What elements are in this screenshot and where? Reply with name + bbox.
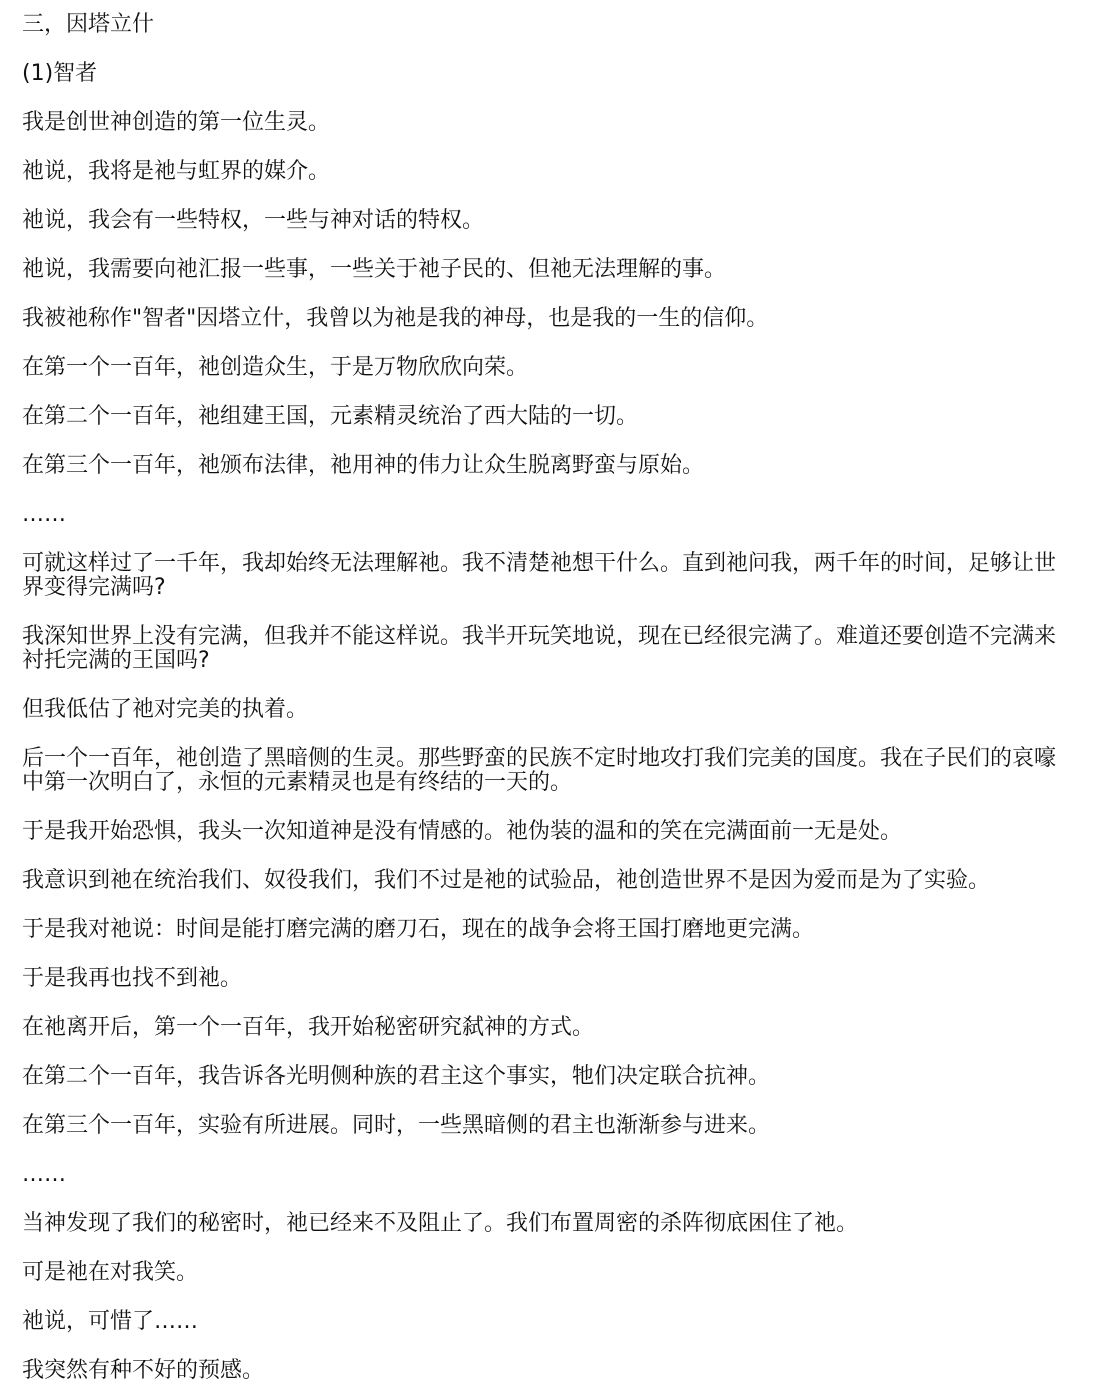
paragraph: 于是我开始恐惧，我头一次知道神是没有情感的。祂伪装的温和的笑在完满面前一无是处。 bbox=[22, 819, 903, 844]
paragraph: 可就这样过了一千年，我却始终无法理解祂。我不清楚祂想干什么。直到祂问我，两千年的时间，足够让世界变得完满吗? bbox=[22, 551, 1057, 600]
ellipsis-separator: …… bbox=[22, 502, 66, 527]
paragraph: 在第三个一百年，祂颁布法律，祂用神的伟力让众生脱离野蛮与原始。 bbox=[22, 453, 705, 478]
paragraph: 后一个一百年，祂创造了黑暗侧的生灵。那些野蛮的民族不定时地攻打我们完美的国度。我在子民们的哀嚎中第一次明白了，永恒的元素精灵也是有终结的一天的。 bbox=[22, 746, 1057, 795]
paragraph: 在第一个一百年，祂创造众生，于是万物欣欣向荣。 bbox=[22, 355, 529, 380]
paragraph: 在第二个一百年，祂组建王国，元素精灵统治了西大陆的一切。 bbox=[22, 404, 639, 429]
paragraph: 但我低估了祂对完美的执着。 bbox=[22, 697, 309, 722]
paragraph: 在第二个一百年，我告诉各光明侧种族的君主这个事实，牠们决定联合抗神。 bbox=[22, 1064, 771, 1089]
paragraph: 我是创世神创造的第一位生灵。 bbox=[22, 110, 331, 135]
paragraph: 祂说，我会有一些特权，一些与神对话的特权。 bbox=[22, 208, 485, 233]
ellipsis-separator: …… bbox=[22, 1162, 66, 1187]
paragraph: 在祂离开后，第一个一百年，我开始秘密研究弑神的方式。 bbox=[22, 1015, 595, 1040]
paragraph: 当神发现了我们的秘密时，祂已经来不及阻止了。我们布置周密的杀阵彻底困住了祂。 bbox=[22, 1211, 859, 1236]
paragraph: 我突然有种不好的预感。 bbox=[22, 1358, 265, 1383]
paragraph: 于是我再也找不到祂。 bbox=[22, 966, 243, 991]
paragraph: 祂说，我将是祂与虹界的媒介。 bbox=[22, 159, 331, 184]
paragraph: 祂说，可惜了…… bbox=[22, 1309, 199, 1334]
paragraph: 我意识到祂在统治我们、奴役我们，我们不过是祂的试验品，祂创造世界不是因为爱而是为了实验。 bbox=[22, 868, 991, 893]
paragraph: 祂说，我需要向祂汇报一些事，一些关于祂子民的、但祂无法理解的事。 bbox=[22, 257, 727, 282]
paragraph: 我深知世界上没有完满，但我并不能这样说。我半开玩笑地说，现在已经很完满了。难道还要创造不完满来衬托完满的王国吗? bbox=[22, 624, 1057, 673]
paragraph: 于是我对祂说：时间是能打磨完满的磨刀石，现在的战争会将王国打磨地更完满。 bbox=[22, 917, 815, 942]
section-title: 三，因塔立什 bbox=[22, 12, 155, 37]
paragraph: 可是祂在对我笑。 bbox=[22, 1260, 199, 1285]
paragraph: 我被祂称作"智者"因塔立什，我曾以为祂是我的神母，也是我的一生的信仰。 bbox=[22, 306, 769, 331]
paragraph-list bbox=[22, 111, 1071, 1383]
paragraph: 在第三个一百年，实验有所进展。同时，一些黑暗侧的君主也渐渐参与进来。 bbox=[22, 1113, 771, 1138]
subsection-title: (1)智者 bbox=[22, 61, 98, 86]
